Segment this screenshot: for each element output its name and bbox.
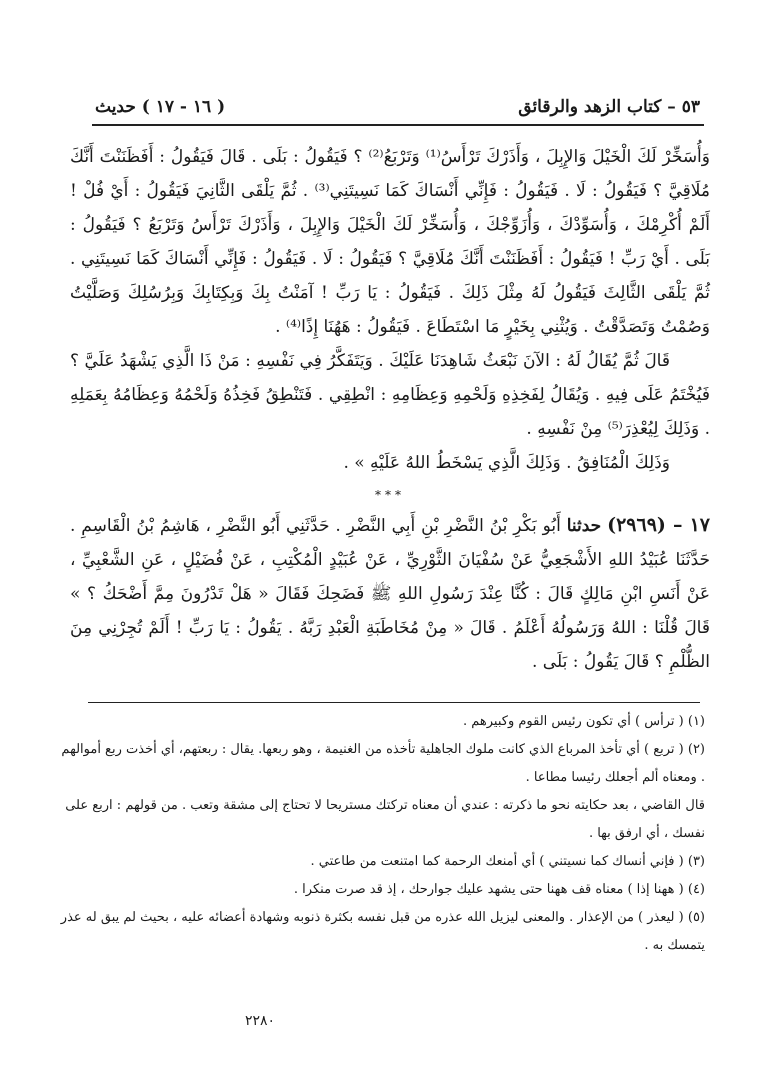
header-chapter-title: ٥٣ – كتاب الزهد والرقائق xyxy=(518,97,700,117)
footnote-1: (١) ( ترأس ) أي تكون رئيس القوم وكبيرهم . xyxy=(462,714,705,729)
running-header xyxy=(95,92,700,122)
hadith-number: ١٧ – (٢٩٦٩) xyxy=(607,514,710,536)
paragraph-1: وَأُسَخِّرْ لَكَ الْخَيْلَ وَالإِبِلَ ، وَأَذَرْكَ تَرْأَسُ⁽¹⁾ وَتَرْبَعُ⁽²⁾ ؟ فَيَقُولُ : بَلَى . قَالَ فَيَقُولُ : أَفَظَنَنْتَ أَنَّكَ مُلَاقِيَّ ؟ فَيَقُولُ : لَا . فَيَقُولُ : فَإِنِّي أَنْسَاكَ كَمَا نَسِيتَنِي⁽³⁾ . ثُمَّ يَلْقَى الثَّانِيَ فَيَقُولُ : أَيْ فُلْ ! أَلَمْ أُكْرِمْكَ ، وَأُسَوِّدْكَ ، وَأُزَوِّجْكَ ، وَأُسَخِّرْ لَكَ الْخَيْلَ وَالإِبِلَ ، وَأَذَرْكَ تَرْأَسُ وَتَرْبَعُ ؟ فَيَقُولُ : بَلَى . أَيْ رَبِّ ! فَيَقُولُ : أَفَظَنَنْتَ أَنَّكَ مُلَاقِيَّ ؟ فَيَقُولُ : لَا . فَيَقُولُ : فَإِنِّي أَنْسَاكَ كَمَا نَسِيتَنِي . ثُمَّ يَلْقَى الثَّالِثَ فَيَقُولُ لَهُ مِثْلَ ذَلِكَ . فَيَقُولُ : يَا رَبِّ ! آمَنْتُ بِكَ وَبِكِتَابِكَ وَبِرُسُلِكَ وَصَلَّيْتُ وَصُمْتُ وَتَصَدَّقْتُ . وَيُثْنِي بِخَيْرٍ مَا اسْتَطَاعَ . فَيَقُولُ : هَهُنَا إِذًا⁽⁴⁾ . xyxy=(70,147,710,337)
paragraph-3: وَذَلِكَ الْمُنَافِقُ . وَذَلِكَ الَّذِي يَسْخَطُ اللهُ عَلَيْهِ » . xyxy=(343,453,670,473)
footnote-3: (٣) ( فإني أنساك كما نسيتني ) أي أمنعك الرحمة كما امتنعت من طاعتي . xyxy=(310,854,705,869)
hadith-17 xyxy=(70,508,710,679)
footnote-4: (٤) ( ههنا إذا ) معناه قف ههنا حتى يشهد عليك جوارحك ، إذ قد صرت منكرا . xyxy=(293,882,705,897)
paragraph-2: قَالَ ثُمَّ يُقَالُ لَهُ : الآنَ نَبْعَثُ شَاهِدَنَا عَلَيْكَ . وَيَتَفَكَّرُ فِي نَفْسِهِ : مَنْ ذَا الَّذِي يَشْهَدُ عَلَيَّ ؟ فَيُخْتَمُ عَلَى فِيهِ . وَيُقَالُ لِفَخِذِهِ وَلَحْمِهِ وَعِظَامِهِ : انْطِقِي . فَتَنْطِقُ فَخِذُهُ وَلَحْمُهُ وَعِظَامُهُ بِعَمَلِهِ . وَذَلِكَ لِيُعْذِرَ⁽⁵⁾ مِنْ نَفْسِهِ . xyxy=(70,351,710,439)
header-hadith-range: ( ١٦ - ١٧ ) حديث xyxy=(95,97,226,117)
footnote-5: (٥) ( ليعذر ) من الإعذار . والمعنى ليزيل الله عذره من قبل نفسه بكثرة ذنوبه وشهادة أعضائه عليه ، بحيث لم يبق له عذر يتمسك به . xyxy=(60,910,705,953)
footnote-rule xyxy=(88,702,700,703)
header-rule xyxy=(92,124,704,126)
narrator-label: حدثنا xyxy=(566,516,602,536)
footnote-2: (٢) ( تربع ) أي تأخذ المرباع الذي كانت ملوك الجاهلية تأخذه من الغنيمة ، وهو ربعها. يقال : ربعتهم، أي أخذت ربع أموالهم . ومعناه ألم أجعلك رئيسا مطاعا . xyxy=(61,742,705,785)
main-text xyxy=(70,140,710,679)
footnotes xyxy=(60,708,705,960)
hadith-text: أَبُو بَكْرِ بْنُ النَّضْرِ بْنِ أَبِي النَّضْرِ . حَدَّثَنِي أَبُو النَّضْرِ ، هَاشِمُ بْنُ الْقَاسِمِ . حَدَّثَنَا عُبَيْدُ اللهِ الأَشْجَعِيُّ عَنْ سُفْيَانَ الثَّوْرِيِّ ، عَنْ عُبَيْدٍ الْمُكْتِبِ ، عَنْ فُضَيْلٍ ، عَنِ الشَّعْبِيِّ ، عَنْ أَنَسِ ابْنِ مَالِكٍ قَالَ : كُنَّا عِنْدَ رَسُولِ اللهِ ﷺ فَضَحِكَ فَقَالَ « هَلْ تَدْرُونَ مِمَّ أَضْحَكُ ؟ » قَالَ قُلْنَا : اللهُ وَرَسُولُهُ أَعْلَمُ . قَالَ « مِنْ مُخَاطَبَةِ الْعَبْدِ رَبَّهُ . يَقُولُ : يَا رَبِّ ! أَلَمْ تُجِرْنِي مِنَ الظُّلْمِ ؟ قَالَ يَقُولُ : بَلَى . xyxy=(70,516,710,672)
page-number: ٢٢٨٠ xyxy=(244,1013,276,1029)
footnote-2-continuation: قال القاضي ، بعد حكايته نحو ما ذكرته : عندي أن معناه تركتك مستريحا لا تحتاج إلى مشقة وتعب . من قولهم : اربع على نفسك ، أي ارفق بها . xyxy=(65,798,705,841)
section-divider: *** xyxy=(375,488,405,502)
